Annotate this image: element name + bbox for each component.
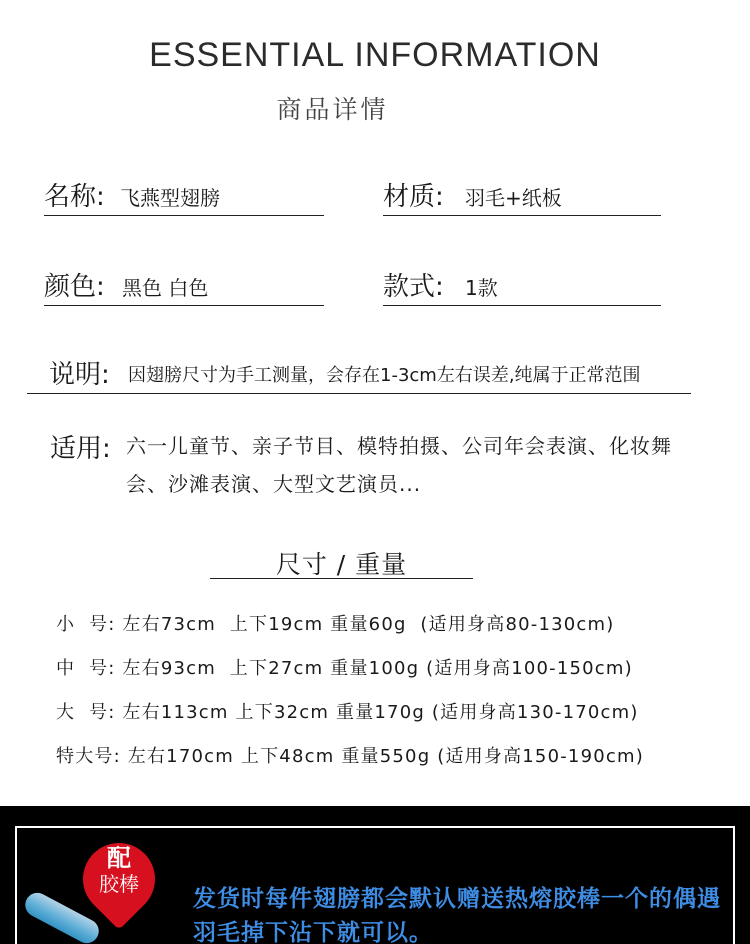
field-note-value: 因翅膀尺寸为手工测量，会存在1-3cm左右误差,纯属于正常范围 bbox=[128, 365, 641, 386]
field-style-value: 1款 bbox=[465, 276, 498, 300]
badge-line1: 配 bbox=[107, 844, 131, 872]
field-usage-label: 适用: bbox=[50, 434, 111, 464]
field-material-value: 羽毛+纸板 bbox=[465, 186, 562, 210]
field-style bbox=[383, 270, 661, 306]
field-color-label: 颜色: bbox=[44, 272, 105, 302]
field-name bbox=[44, 180, 324, 216]
badge-line2: 胶棒 bbox=[99, 872, 139, 896]
title-english: ESSENTIAL INFORMATION bbox=[149, 36, 601, 74]
size-row-medium: 中 号: 左右93cm 上下27cm 重量100g (适用身高100-150cm) bbox=[56, 658, 633, 679]
size-row-large: 大 号: 左右113cm 上下32cm 重量170g (适用身高130-170cm) bbox=[56, 702, 639, 723]
field-note-label: 说明: bbox=[49, 360, 110, 390]
field-name-label: 名称: bbox=[44, 182, 105, 212]
size-weight-title: 尺寸 / 重量 bbox=[210, 545, 473, 579]
field-style-label: 款式: bbox=[383, 272, 444, 302]
field-name-value: 飞燕型翅膀 bbox=[120, 186, 220, 210]
field-material-label: 材质: bbox=[383, 182, 444, 212]
promo-text: 发货时每件翅膀都会默认赠送热熔胶棒一个的偶遇羽毛掉下沾下就可以。 bbox=[193, 886, 721, 944]
field-note bbox=[27, 356, 691, 394]
size-row-small: 小 号: 左右73cm 上下19cm 重量60g (适用身高80-130cm) bbox=[56, 614, 615, 635]
field-usage-value: 六一儿童节、亲子节目、模特拍摄、公司年会表演、化妆舞会、沙滩表演、大型文艺演员... bbox=[126, 434, 672, 496]
size-row-xlarge: 特大号: 左右170cm 上下48cm 重量550g (适用身高150-190cm) bbox=[56, 746, 644, 767]
field-material bbox=[383, 180, 661, 216]
field-color bbox=[44, 270, 324, 306]
badge-label bbox=[83, 845, 155, 897]
title-chinese: 商品详情 bbox=[276, 95, 389, 124]
field-color-value: 黑色 白色 bbox=[122, 276, 209, 300]
